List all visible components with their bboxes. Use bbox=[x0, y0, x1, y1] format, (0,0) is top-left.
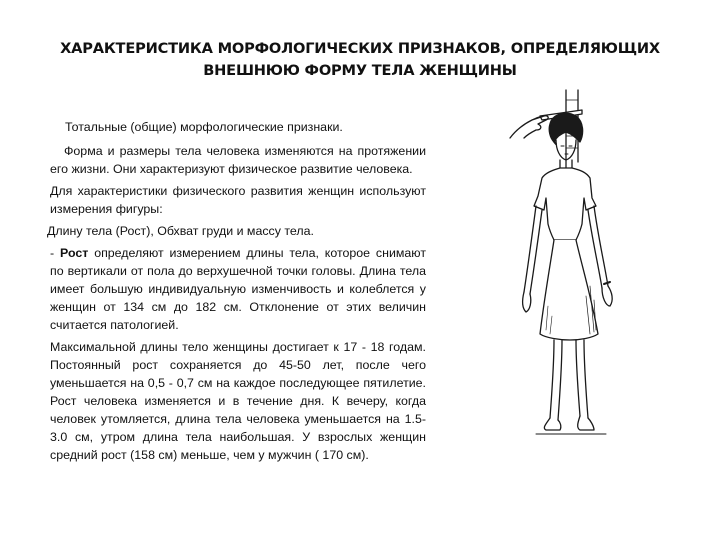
left-arm bbox=[524, 206, 542, 294]
body-text bbox=[47, 118, 426, 468]
left-foot bbox=[544, 418, 560, 430]
title-line-1: ХАРАКТЕРИСТИКА МОРФОЛОГИЧЕСКИХ ПРИЗНАКОВ, ОПРЕДЕЛЯЮЩИХ bbox=[60, 40, 660, 57]
subtitle-paragraph: Тотальные (общие) морфологические признаки. bbox=[65, 120, 343, 134]
right-leg bbox=[576, 340, 588, 418]
right-arm bbox=[588, 206, 608, 288]
height-text: определяют измерением длины тела, которое снимают по вертикали от пола до верхушечной точки головы. Длина тела имеет большую индивидуальную изменчивость и колеблется у женщин от 134 см до 182 см. Отклонение от этих величин считается патологией. bbox=[50, 246, 426, 332]
title-line-2: ВНЕШНЮЮ ФОРМУ ТЕЛА ЖЕНЩИНЫ bbox=[203, 62, 517, 79]
measures-intro-paragraph: Для характеристики физического развития женщин используют измерения фигуры: bbox=[50, 184, 426, 216]
height-dash: - bbox=[50, 246, 60, 260]
height-paragraph bbox=[50, 244, 426, 334]
blouse bbox=[534, 168, 596, 240]
intro-paragraph bbox=[50, 142, 426, 178]
page-title bbox=[40, 38, 680, 82]
measures-list-paragraph: Длину тела (Рост), Обхват груди и массу тела. bbox=[47, 224, 314, 238]
max-length-paragraph: Максимальной длины тело женщины достигает к 17 - 18 годам. Постоянный рост сохраняется до 45-50 лет, после чего уменьшается на 0,5 - 0,7 см на каждое последующее пятилетие. Рост человека изменяется и в течение дня. К вечеру, когда человек утомляется, длина тела человека уменьшается на 1.5-3.0 см, утром длина тела наибольшая. У взрослых женщин средний рост (158 см) меньше, чем у мужчин ( 170 см). bbox=[50, 340, 426, 462]
left-leg bbox=[550, 340, 562, 420]
intro-text: Форма и размеры тела человека изменяются на протяжении его жизни. Они характеризуют физическое развитие человека. bbox=[50, 144, 426, 176]
woman-height-measurement-illustration bbox=[480, 86, 660, 462]
right-foot bbox=[578, 416, 594, 430]
height-term: Рост bbox=[60, 246, 89, 260]
